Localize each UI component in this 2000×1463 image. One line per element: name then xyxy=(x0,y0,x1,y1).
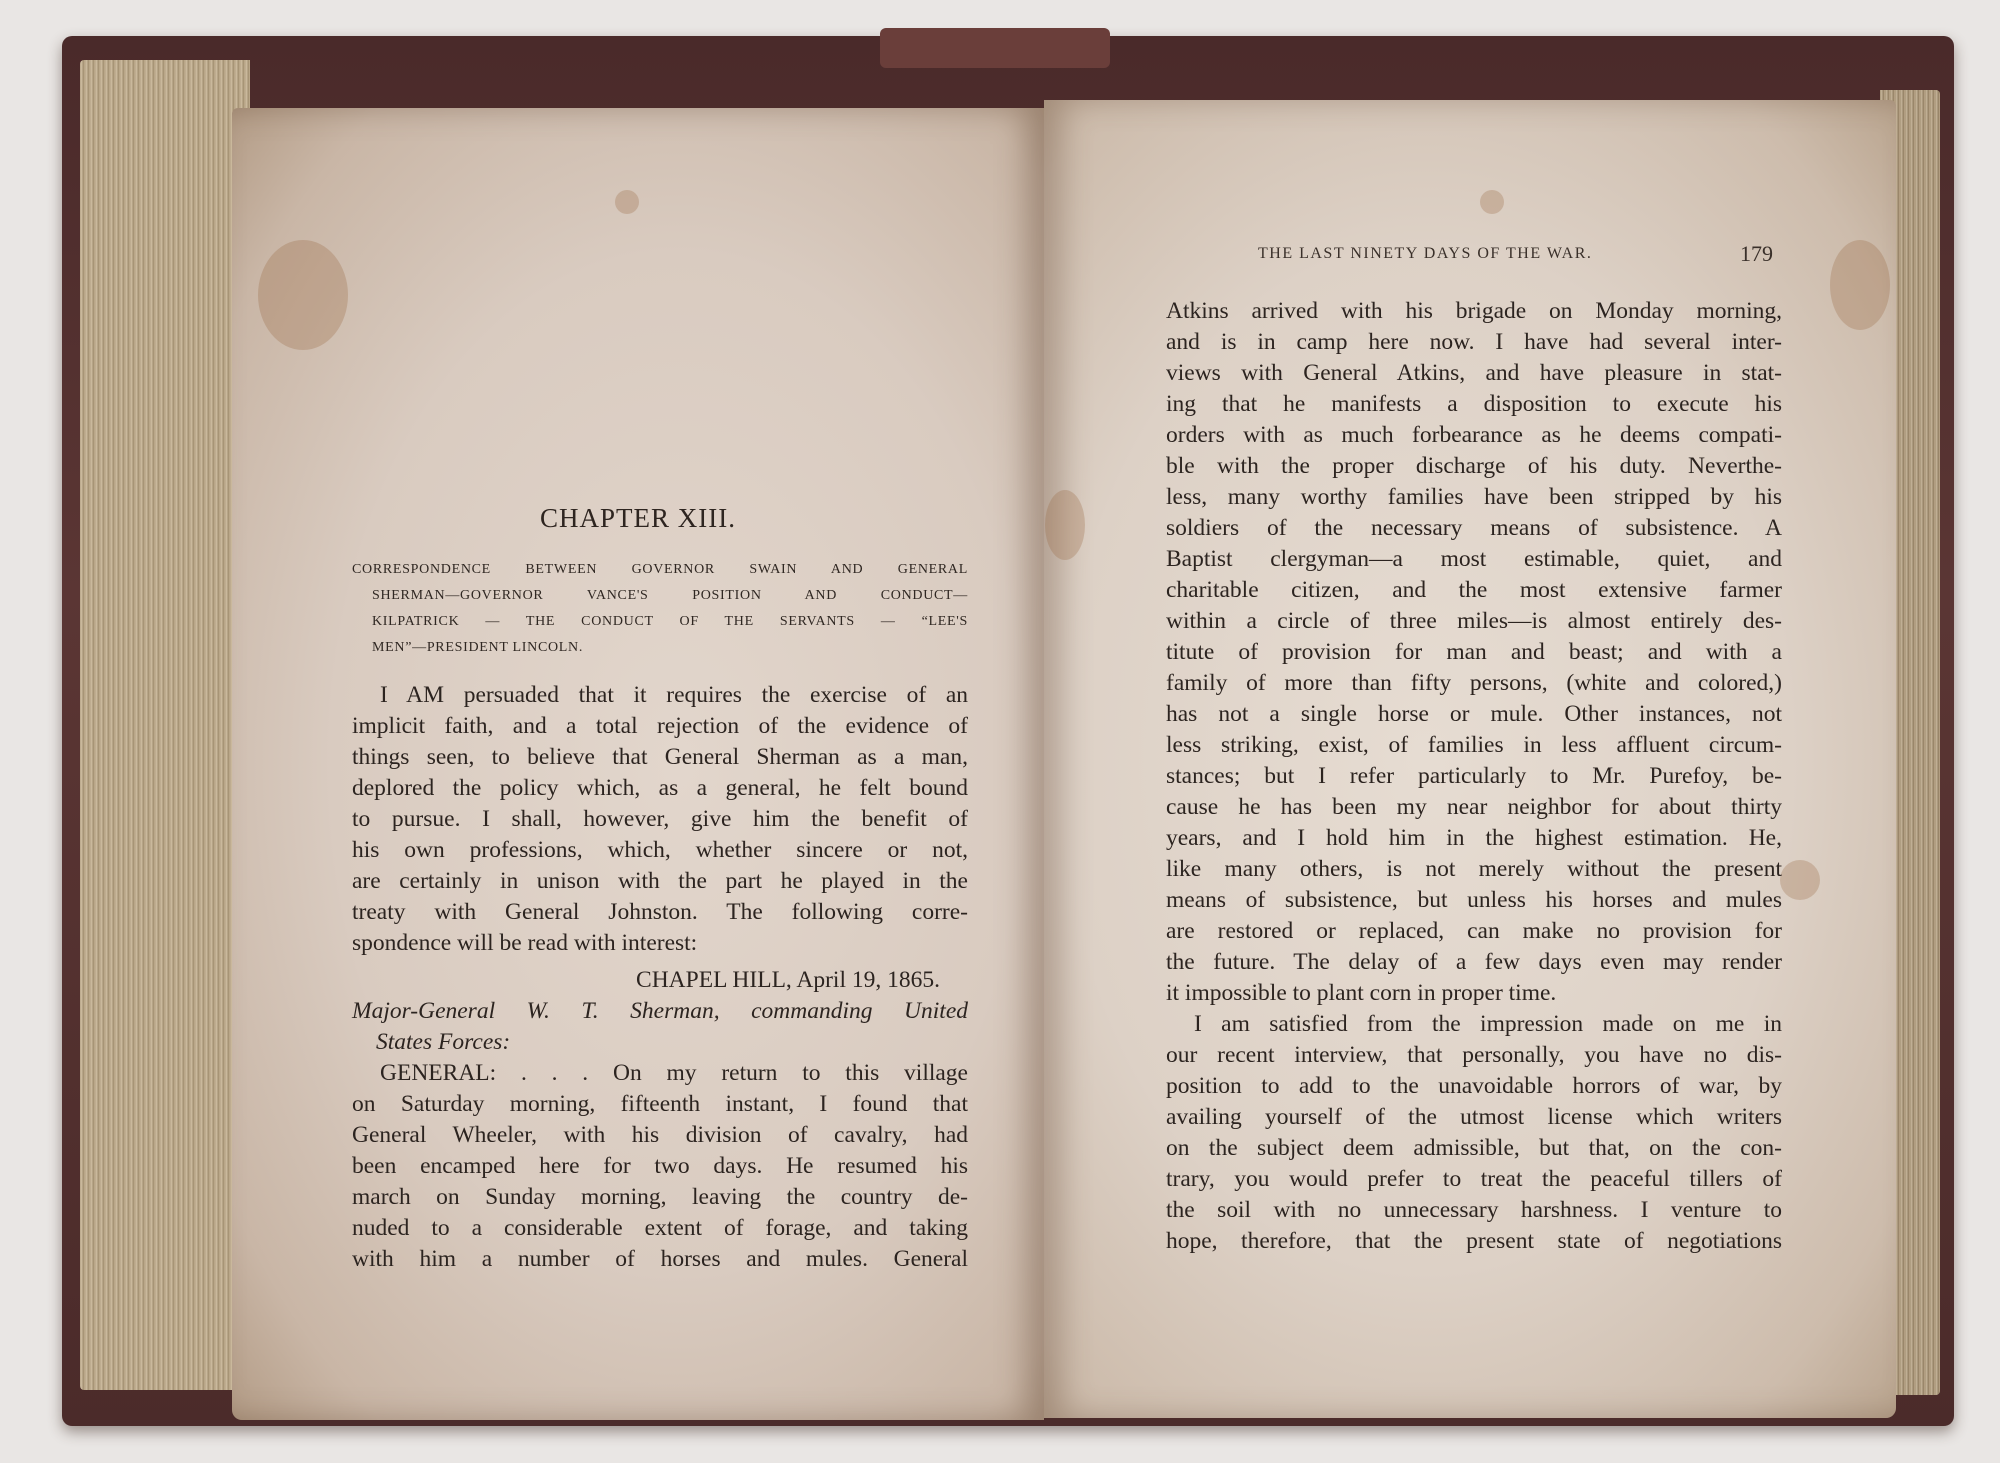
text-line: on Saturday morning, fifteenth instant, I found that xyxy=(352,1091,968,1117)
text-line: charitable citizen, and the most extensive farmer xyxy=(1166,577,1782,603)
letter-address: Major-General W. T. Sherman, commanding United xyxy=(352,998,968,1024)
text-line: I am satisfied from the impression made on me in xyxy=(1194,1011,1782,1037)
text-line: things seen, to believe that General Sherman as a man, xyxy=(352,744,968,770)
text-line: been encamped here for two days. He resumed his xyxy=(352,1153,968,1179)
letter-address: States Forces: xyxy=(376,1029,511,1055)
text-line: stances; but I refer particularly to Mr. Purefoy, be- xyxy=(1166,763,1782,789)
text-line: nuded to a considerable extent of forage, and taking xyxy=(352,1215,968,1241)
text-line: Baptist clergyman—a most estimable, quiet, and xyxy=(1166,546,1782,572)
text-line: less, many worthy families have been stripped by his xyxy=(1166,484,1782,510)
left-page-body xyxy=(352,680,968,1275)
text-line: ing that he manifests a disposition to execute his xyxy=(1166,391,1782,417)
stain xyxy=(258,240,348,350)
text-line: deplored the policy which, as a general, he felt bound xyxy=(352,775,968,801)
stain xyxy=(1480,190,1504,214)
text-line: I AM persuaded that it requires the exercise of an xyxy=(380,682,968,708)
text-line: within a circle of three miles—is almost entirely des- xyxy=(1166,608,1782,634)
text-line: his own professions, which, whether sincere or not, xyxy=(352,837,968,863)
stain xyxy=(1780,860,1820,900)
text-line: views with General Atkins, and have pleasure in stat- xyxy=(1166,360,1782,386)
text-line: spondence will be read with interest: xyxy=(352,930,698,956)
text-line: cause he has been my near neighbor for about thirty xyxy=(1166,794,1782,820)
text-line: are restored or replaced, can make no provision for xyxy=(1166,918,1782,944)
text-line: General Wheeler, with his division of cavalry, had xyxy=(352,1122,968,1148)
synopsis-line: CORRESPONDENCE BETWEEN GOVERNOR SWAIN AND GENERAL xyxy=(352,562,968,577)
text-line: orders with as much forbearance as he deems compati- xyxy=(1166,422,1782,448)
text-line: position to add to the unavoidable horrors of war, by xyxy=(1166,1073,1782,1099)
text-line: like many others, is not merely without the present xyxy=(1166,856,1782,882)
text-line: implicit faith, and a total rejection of the evidence of xyxy=(352,713,968,739)
letter-dateline: CHAPEL HILL, April 19, 1865. xyxy=(636,967,940,993)
text-line: GENERAL: . . . On my return to this village xyxy=(380,1060,968,1086)
stain xyxy=(1830,240,1890,330)
text-line: the future. The delay of a few days even may render xyxy=(1166,949,1782,975)
text-line: are certainly in unison with the part he played in the xyxy=(352,868,968,894)
text-line: years, and I hold him in the highest estimation. He, xyxy=(1166,825,1782,851)
torn-spine xyxy=(880,28,1110,68)
running-header: THE LAST NINETY DAYS OF THE WAR. xyxy=(1258,245,1593,262)
right-page-body xyxy=(1166,296,1782,1257)
text-line: with him a number of horses and mules. General xyxy=(352,1246,968,1272)
text-line: march on Sunday morning, leaving the country de- xyxy=(352,1184,968,1210)
text-line: our recent interview, that personally, you have no dis- xyxy=(1166,1042,1782,1068)
stain xyxy=(1045,490,1085,560)
text-line: availing yourself of the utmost license which writers xyxy=(1166,1104,1782,1130)
text-line: has not a single horse or mule. Other instances, not xyxy=(1166,701,1782,727)
text-line: hope, therefore, that the present state of negotiations xyxy=(1166,1228,1782,1254)
text-line: means of subsistence, but unless his horses and mules xyxy=(1166,887,1782,913)
text-line: it impossible to plant corn in proper time. xyxy=(1166,980,1557,1006)
synopsis-line: MEN”—PRESIDENT LINCOLN. xyxy=(372,640,584,655)
text-line: titute of provision for man and beast; and with a xyxy=(1166,639,1782,665)
text-line: and is in camp here now. I have had several inter- xyxy=(1166,329,1782,355)
chapter-heading: CHAPTER XIII. xyxy=(540,503,736,533)
text-line: trary, you would prefer to treat the peaceful tillers of xyxy=(1166,1166,1782,1192)
text-line: ble with the proper discharge of his duty. Neverthe- xyxy=(1166,453,1782,479)
left-page-edges xyxy=(80,60,250,1390)
synopsis-line: SHERMAN—GOVERNOR VANCE'S POSITION AND CONDUCT— xyxy=(372,588,968,603)
chapter-synopsis xyxy=(352,557,968,661)
text-line: Atkins arrived with his brigade on Monday morning, xyxy=(1166,298,1782,324)
text-line: the soil with no unnecessary harshness. I venture to xyxy=(1166,1197,1782,1223)
text-line: treaty with General Johnston. The following corre- xyxy=(352,899,968,925)
text-line: less striking, exist, of families in less affluent circum- xyxy=(1166,732,1782,758)
text-line: to pursue. I shall, however, give him the benefit of xyxy=(352,806,968,832)
synopsis-line: KILPATRICK — THE CONDUCT OF THE SERVANTS — “LEE'S xyxy=(372,614,968,629)
text-line: family of more than fifty persons, (white and colored,) xyxy=(1166,670,1782,696)
page-number: 179 xyxy=(1740,241,1773,266)
text-line: on the subject deem admissible, but that, on the con- xyxy=(1166,1135,1782,1161)
stain xyxy=(615,190,639,214)
text-line: soldiers of the necessary means of subsistence. A xyxy=(1166,515,1782,541)
